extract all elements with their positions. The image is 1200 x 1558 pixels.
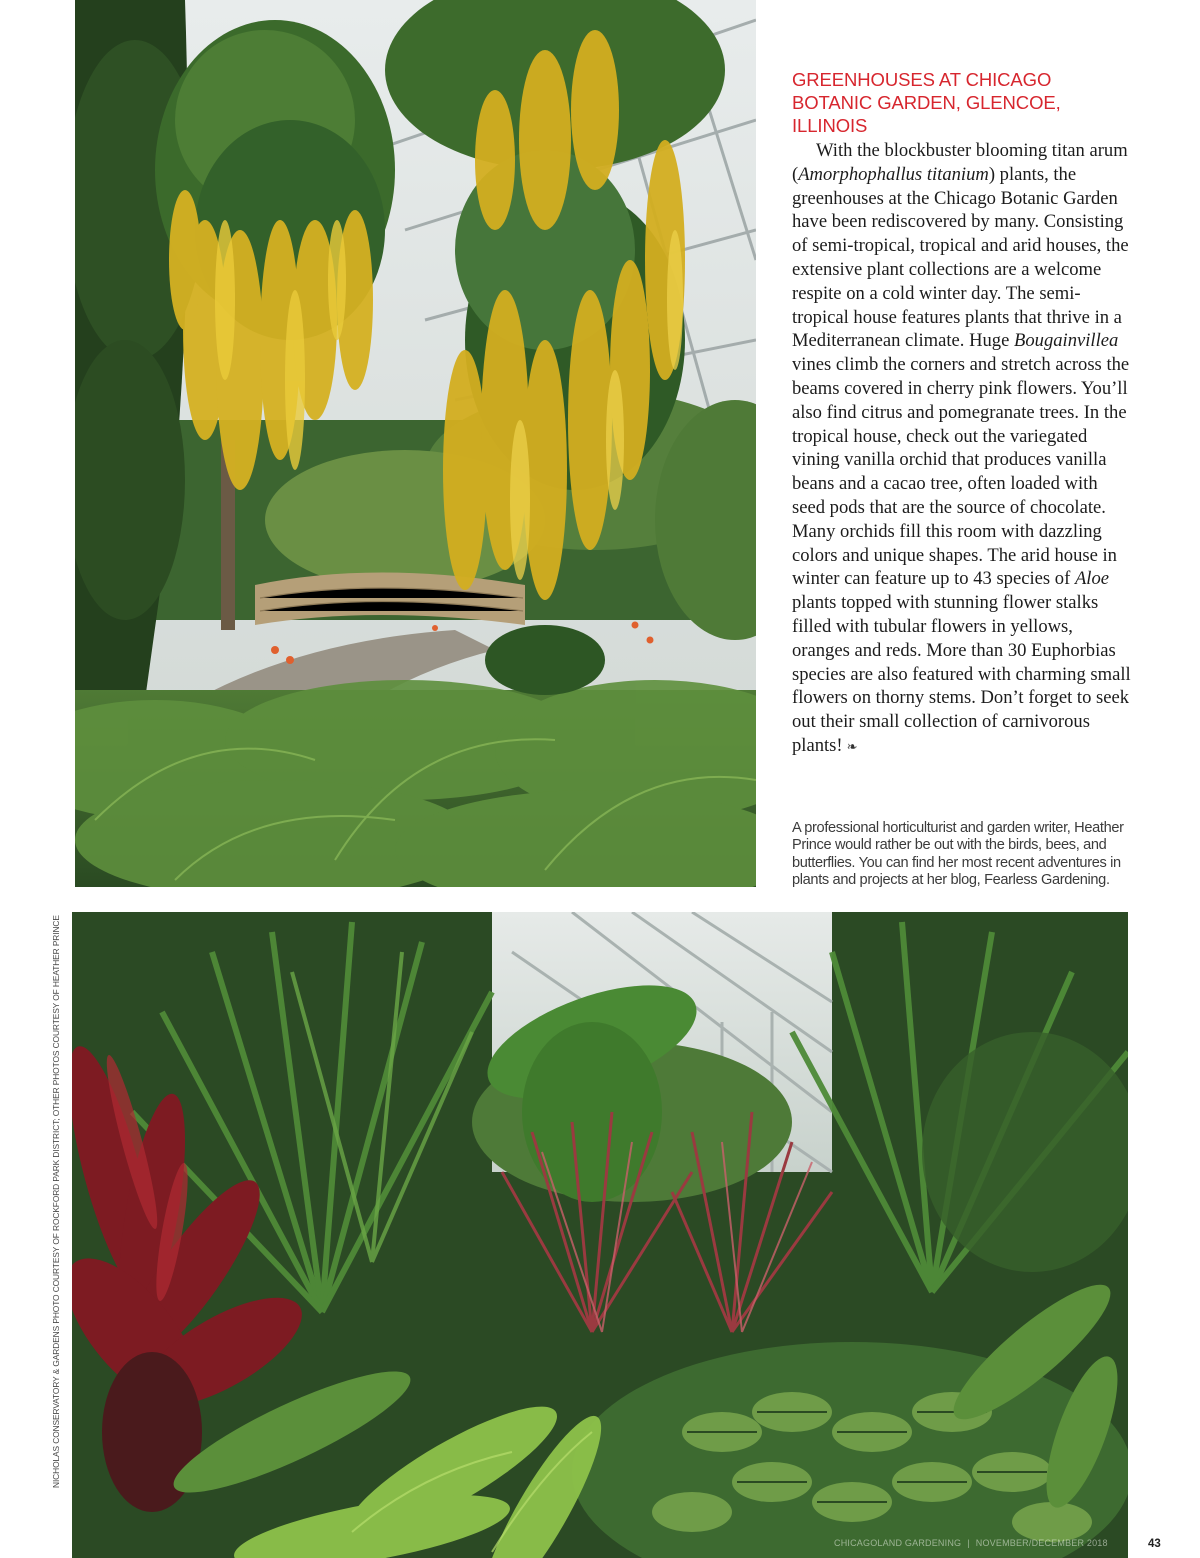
greenhouse-hanging-baskets-image bbox=[75, 0, 756, 887]
article-column bbox=[792, 68, 1132, 759]
article-headline: GREENHOUSES AT CHICAGO BOTANIC GARDEN, GLENCOE, ILLINOIS bbox=[792, 69, 1061, 136]
bird-icon: ❧ bbox=[846, 738, 858, 754]
photo-credit: NICHOLAS CONSERVATORY & GARDENS PHOTO COURTESY OF ROCKFORD PARK DISTRICT; OTHER PHOTOS COURTESY OF HEATHER PRINCE bbox=[51, 915, 61, 1488]
magazine-footer bbox=[834, 1538, 1108, 1548]
species-name-aloe: Aloe bbox=[1074, 568, 1110, 590]
greenhouse-hanging-baskets-photo bbox=[75, 0, 756, 887]
article-body bbox=[792, 139, 1132, 759]
issue-date: NOVEMBER/DECEMBER 2018 bbox=[975, 1538, 1108, 1548]
body-text-2: ) plants, the greenhouses at the Chicago Botanic Garden have been rediscovered by many. Consisting of semi-tropical, tropical and arid houses, the extensive plant collections are a welcome respite on a cold winter day. The semi-tropical house features plants that thrive in a Mediterranean climate. Huge bbox=[792, 163, 1129, 352]
tropical-conservatory-image bbox=[72, 912, 1128, 1558]
species-name-bougainvillea: Bougainvillea bbox=[1014, 330, 1119, 352]
footer-separator: | bbox=[967, 1538, 970, 1548]
body-text-4: plants topped with stunning flower stalks filled with tubular flowers in yellows, oranges and reds. More than 30 Euphorbias species are also featured with charming small flowers on thorny stems. Don’t forget to seek out their small collection of carnivorous plants! bbox=[792, 592, 1131, 756]
species-name-amorphophallus: Amorphophallus titanium bbox=[798, 163, 989, 185]
body-text-1: With the blockbuster blooming titan arum ( bbox=[792, 140, 1128, 185]
tropical-conservatory-photo bbox=[72, 912, 1128, 1558]
body-text-3: vines climb the corners and stretch across the beams covered in cherry pink flowers. You’ll also find citrus and pomegranate trees. In the tropical house, check out the variegated vining vanilla orchid that produces vanilla beans and a cacao tree, often loaded with seed pods that are the source of chocolate. Many orchids fill this room with dazzling colors and unique shapes. The arid house in winter can feature up to 43 species of bbox=[792, 354, 1130, 590]
page-number: 43 bbox=[1148, 1538, 1161, 1550]
author-bio: A professional horticulturist and garden writer, Heather Prince would rather be out with the birds, bees, and butterflies. You can find her most recent adventures in plants and projects at her blog, Fearless Gardening. bbox=[792, 820, 1124, 889]
magazine-name: CHICAGOLAND GARDENING bbox=[834, 1538, 962, 1548]
